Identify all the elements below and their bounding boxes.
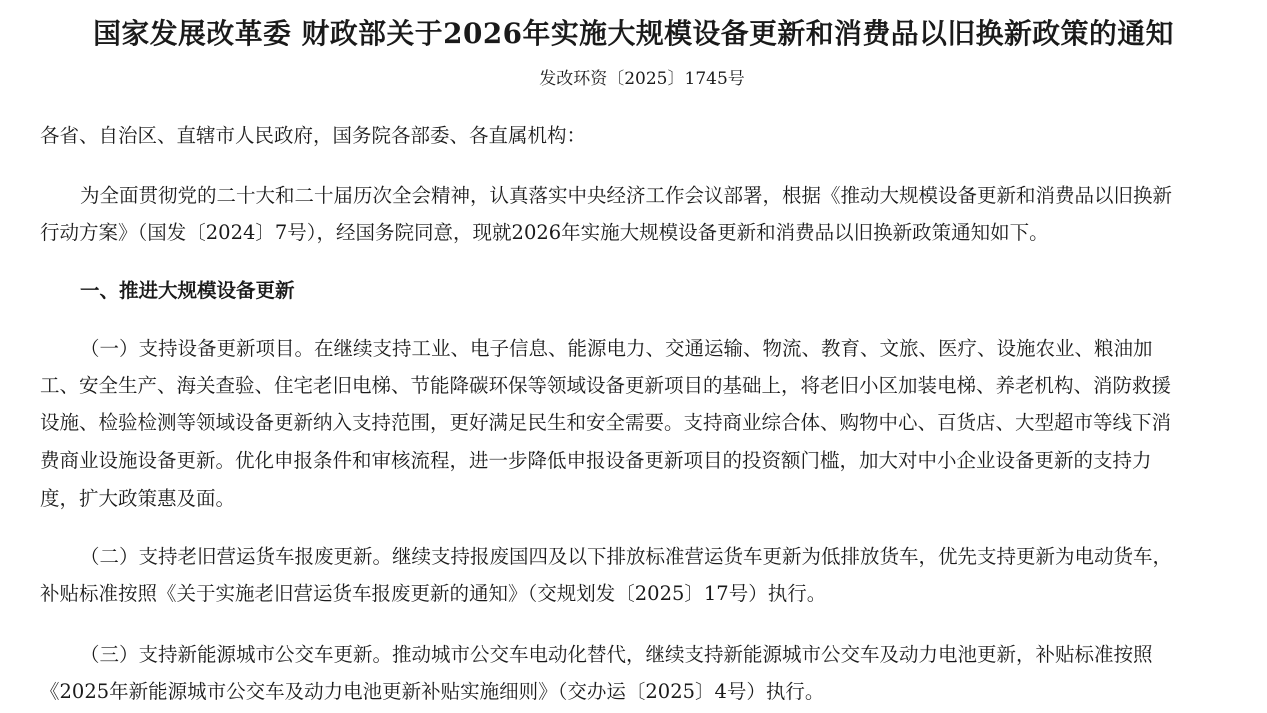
document-number: 发改环资〔2025〕1745号 xyxy=(539,69,745,89)
document-title: 国家发展改革委 财政部关于2026年实施大规模设备更新和消费品以旧换新政策的通知 xyxy=(93,17,1174,50)
item1-line-2: 工、安全生产、海关查验、住宅老旧电梯、节能降碳环保等领域设备更新项目的基础上，将老旧小区加装电梯、养老机构、消防救援 xyxy=(40,374,1172,397)
section-heading-1: 一、推进大规模设备更新 xyxy=(80,279,295,302)
item1-line-5: 度，扩大政策惠及面。 xyxy=(40,487,236,510)
item2-line-1: （二）支持老旧营运货车报废更新。继续支持报废国四及以下排放标准营运货车更新为低排放货车，优先支持更新为电动货车， xyxy=(80,545,1173,568)
item1-line-3: 设施、检验检测等领域设备更新纳入支持范围，更好满足民生和安全需要。支持商业综合体、购物中心、百货店、大型超市等线下消 xyxy=(40,411,1172,434)
item3-line-1: （三）支持新能源城市公交车更新。推动城市公交车电动化替代，继续支持新能源城市公交车及动力电池更新，补贴标准按照 xyxy=(80,643,1153,666)
intro-line-2: 行动方案》（国发〔2024〕7号），经国务院同意，现就2026年实施大规模设备更新和消费品以旧换新政策通知如下。 xyxy=(40,221,1049,244)
item1-line-4: 费商业设施设备更新。优化申报条件和审核流程，进一步降低申报设备更新项目的投资额门槛，加大对中小企业设备更新的支持力 xyxy=(40,449,1152,472)
item1-line-1: （一）支持设备更新项目。在继续支持工业、电子信息、能源电力、交通运输、物流、教育、文旅、医疗、设施农业、粮油加 xyxy=(80,337,1153,360)
item3-line-2: 《2025年新能源城市公交车及动力电池更新补贴实施细则》（交办运〔2025〕4号）执行。 xyxy=(40,680,825,703)
salutation: 各省、自治区、直辖市人民政府，国务院各部委、各直属机构： xyxy=(40,124,587,147)
intro-line-1: 为全面贯彻党的二十大和二十届历次全会精神，认真落实中央经济工作会议部署，根据《推动大规模设备更新和消费品以旧换新 xyxy=(80,184,1173,207)
item2-line-2: 补贴标准按照《关于实施老旧营运货车报废更新的通知》（交规划发〔2025〕17号）执行。 xyxy=(40,582,827,605)
